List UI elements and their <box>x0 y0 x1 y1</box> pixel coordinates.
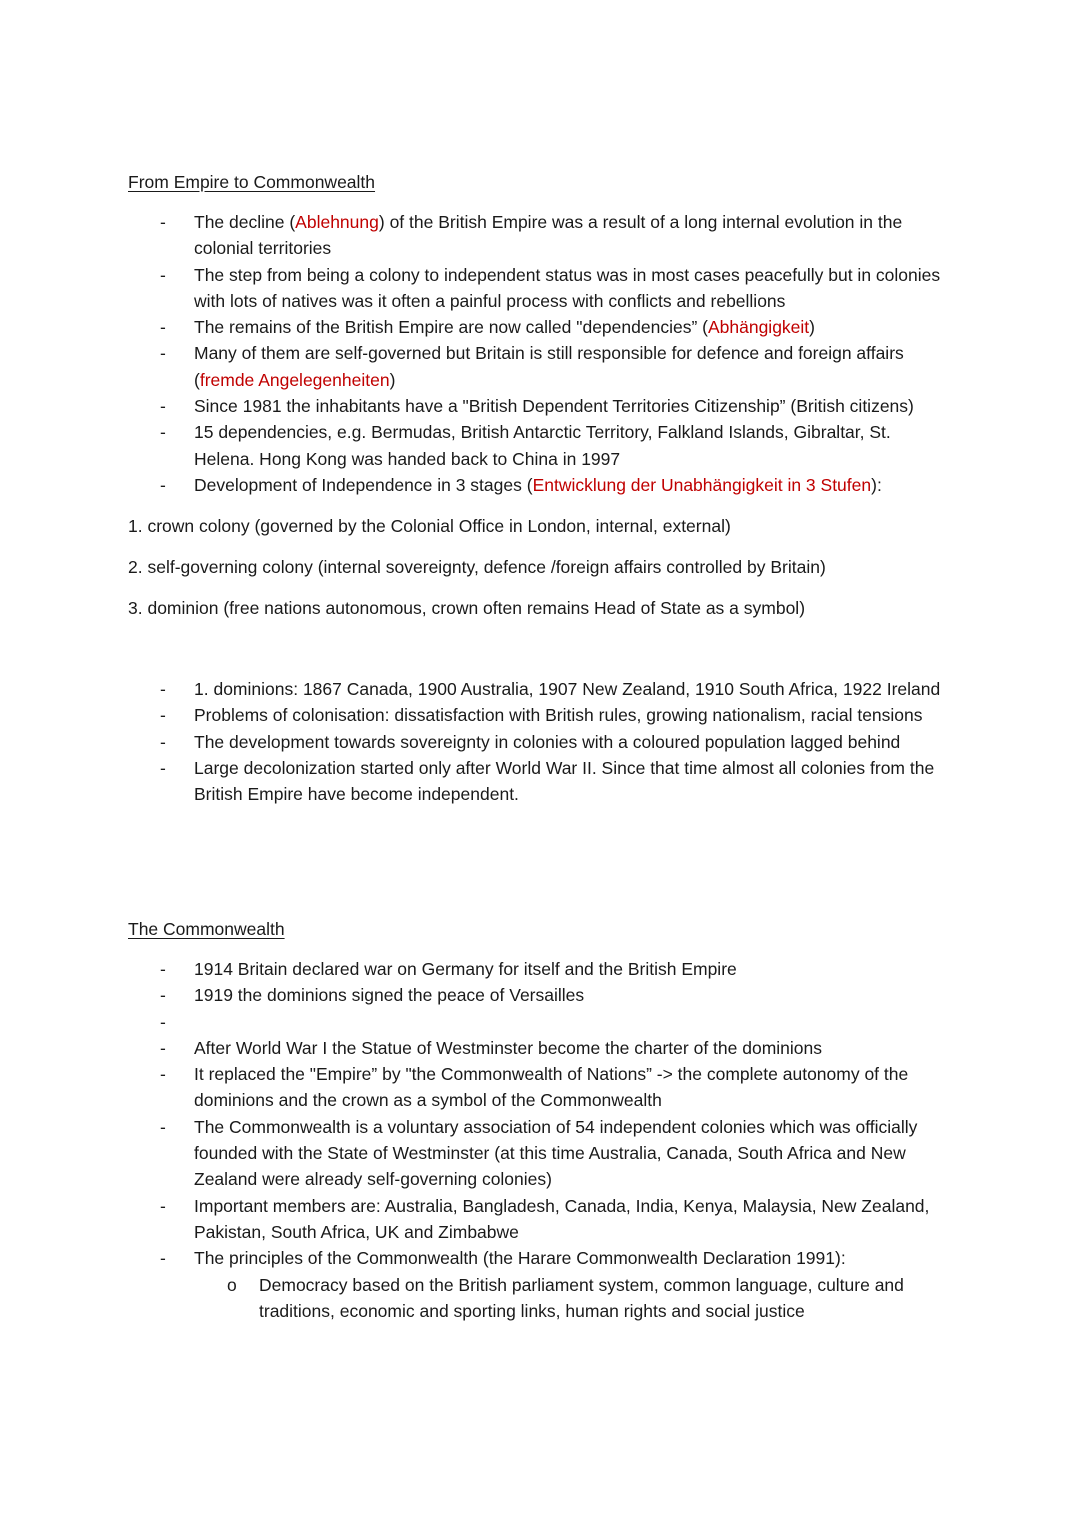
dash-marker: - <box>160 343 166 364</box>
list-item: - It replaced the "Empire” by "the Commonwealth of Nations” -> the complete autonomy of the dominions and the crown as a symbol of the Commonwealth <box>0 1061 954 1114</box>
dash-marker: - <box>160 985 166 1006</box>
list-item: - 1. dominions: 1867 Canada, 1900 Australia, 1907 New Zealand, 1910 South Africa, 1922 Ireland <box>0 676 954 702</box>
list-item: - The step from being a colony to independent status was in most cases peacefully but in colonies with lots of natives was it often a painful process with conflicts and rebellions <box>0 262 954 315</box>
dash-marker: - <box>160 1248 166 1269</box>
circle-marker: o <box>227 1274 237 1295</box>
dash-marker: - <box>160 731 166 752</box>
dash-marker: - <box>160 1116 166 1137</box>
dash-marker: - <box>160 1064 166 1085</box>
dash-marker: - <box>160 317 166 338</box>
list-item: - The decline (Ablehnung) of the British Empire was a result of a long internal evolution in the colonial territories <box>0 209 954 262</box>
german-translation: fremde Angelegenheiten <box>199 369 390 390</box>
dash-marker: - <box>160 1037 166 1058</box>
dash-marker: - <box>160 1011 166 1032</box>
list-item: - Many of them are self-governed but Britain is still responsible for defence and foreign affairs (fremde Angelegenheiten) <box>0 340 954 393</box>
stage-dominion: 3. dominion (free nations autonomous, crown often remains Head of State as a symbol) <box>128 598 806 618</box>
dash-marker: - <box>160 959 166 979</box>
dash-marker: - <box>160 679 166 699</box>
list-item: - 1919 the dominions signed the peace of Versailles <box>0 982 954 1008</box>
list-item: - Problems of colonisation: dissatisfaction with British rules, growing nationalism, racial tensions <box>0 702 954 728</box>
dominions-bullet-list <box>0 676 1000 807</box>
list-item: - The Commonwealth is a voluntary association of 54 independent colonies which was officially founded with the State of Westminster (at this time Australia, Canada, South Africa and New Zealand were already self-governing colonies) <box>0 1114 954 1193</box>
german-translation: Ablehnung <box>295 212 379 232</box>
list-item: - After World War I the Statue of Westminster become the charter of the dominions <box>0 1035 954 1061</box>
stage-crown-colony: 1. crown colony (governed by the Colonial Office in London, internal, external) <box>128 516 731 536</box>
heading-empire-to-commonwealth: From Empire to Commonwealth <box>128 172 376 192</box>
list-item: - 15 dependencies, e.g. Bermudas, British Antarctic Territory, Falkland Islands, Gibraltar, St. Helena. Hong Kong was handed back to China in 1997 <box>0 419 954 472</box>
dash-marker: - <box>160 264 166 285</box>
stage-self-governing-colony: 2. self-governing colony (internal sovereignty, defence /foreign affairs controlled by Britain) <box>128 557 826 577</box>
german-translation: Abhängigkeit <box>707 317 810 338</box>
dash-marker: - <box>160 705 166 726</box>
dash-marker: - <box>160 212 166 232</box>
principles-sub-list <box>194 1272 954 1325</box>
dash-marker: - <box>160 396 166 417</box>
dash-marker: - <box>160 757 166 778</box>
list-item: - The principles of the Commonwealth (the Harare Commonwealth Declaration 1991): o Democracy based on the British parliament system, common language, culture and traditions, economic and sporting links, human rights and social justice <box>0 1245 954 1324</box>
dash-marker: - <box>160 1195 166 1216</box>
empire-bullet-list <box>0 209 1000 498</box>
dash-marker: - <box>160 474 166 495</box>
list-item: - The remains of the British Empire are now called "dependencies” (Abhängigkeit) <box>0 314 954 340</box>
list-item: - The development towards sovereignty in colonies with a coloured population lagged behind <box>0 729 954 755</box>
list-item: - Since 1981 the inhabitants have a "British Dependent Territories Citizenship” (British citizens) <box>0 393 954 419</box>
heading-the-commonwealth: The Commonwealth <box>128 919 285 939</box>
list-item <box>0 1009 954 1035</box>
list-item: o Democracy based on the British parliament system, common language, culture and traditions, economic and sporting links, human rights and social justice <box>194 1272 959 1325</box>
list-item: - Development of Independence in 3 stages (Entwicklung der Unabhängigkeit in 3 Stufen): <box>0 472 954 498</box>
dash-marker: - <box>160 422 166 443</box>
list-item: - 1914 Britain declared war on Germany for itself and the British Empire <box>0 956 954 982</box>
list-item: - Important members are: Australia, Bangladesh, Canada, India, Kenya, Malaysia, New Zealand, Pakistan, South Africa, UK and Zimbabwe <box>0 1193 954 1246</box>
commonwealth-bullet-list <box>0 956 1000 1324</box>
list-item: - Large decolonization started only after World War II. Since that time almost all colonies from the British Empire have become independent. <box>0 755 954 808</box>
german-translation: Entwicklung der Unabhängigkeit in 3 Stufen <box>532 474 872 495</box>
